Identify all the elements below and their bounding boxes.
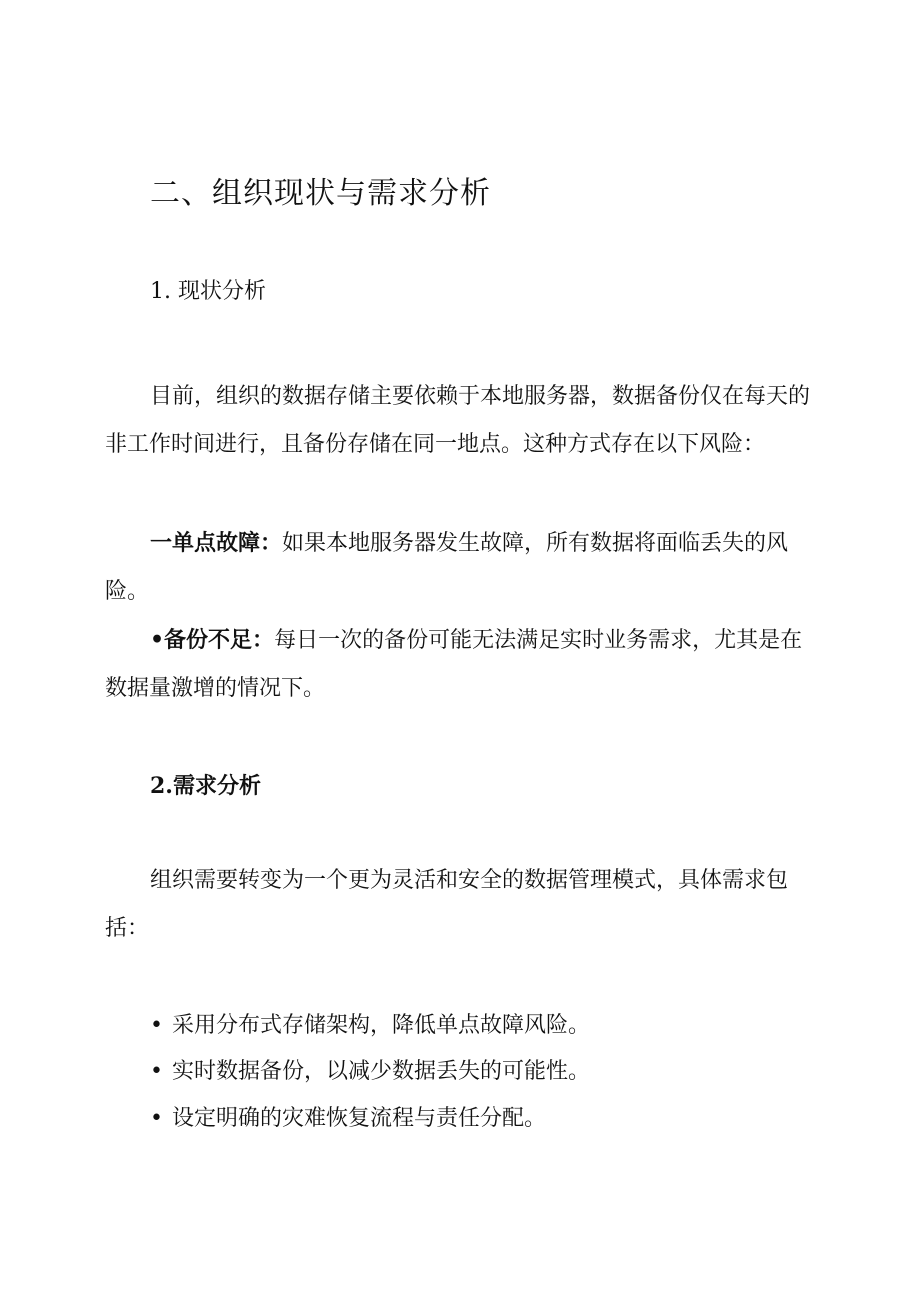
section-title: 二、组织现状与需求分析 bbox=[150, 176, 491, 211]
subsection-heading-requirements: 2.需求分析 bbox=[150, 773, 261, 799]
risk-label: •备份不足： bbox=[150, 627, 275, 653]
list-item bbox=[150, 1101, 546, 1132]
subsection-heading-current-status: 1. 现状分析 bbox=[150, 279, 266, 304]
list-item-text: 设定明确的灾难恢复流程与责任分配。 bbox=[172, 1106, 547, 1131]
list-item-text: 实时数据备份，以减少数据丢失的可能性。 bbox=[172, 1059, 591, 1084]
list-item bbox=[150, 1054, 590, 1085]
bullet-icon: • bbox=[150, 1106, 163, 1131]
bullet-icon: • bbox=[150, 1013, 163, 1038]
bullet-icon: • bbox=[150, 1059, 163, 1084]
risk-label: 一单点故障： bbox=[150, 530, 283, 556]
list-item-text: 采用分布式存储架构，降低单点故障风险。 bbox=[172, 1013, 591, 1038]
list-item bbox=[150, 1008, 590, 1039]
current-status-paragraph: 目前，组织的数据存储主要依赖于本地服务器，数据备份仅在每天的非工作时间进行，且备份存储在同一地点。这种方式存在以下风险： bbox=[105, 384, 811, 457]
risk-text: 每日一次的备份可能无法满足实时业务需求，尤其是在数据量激增的情况下。 bbox=[105, 628, 803, 701]
risk-insufficient-backup bbox=[105, 616, 820, 713]
risk-single-point-failure bbox=[105, 519, 820, 616]
risk-text: 如果本地服务器发生故障，所有数据将面临丢失的风险。 bbox=[105, 531, 789, 604]
requirements-paragraph: 组织需要转变为一个更为灵活和安全的数据管理模式，具体需求包括： bbox=[105, 868, 789, 941]
